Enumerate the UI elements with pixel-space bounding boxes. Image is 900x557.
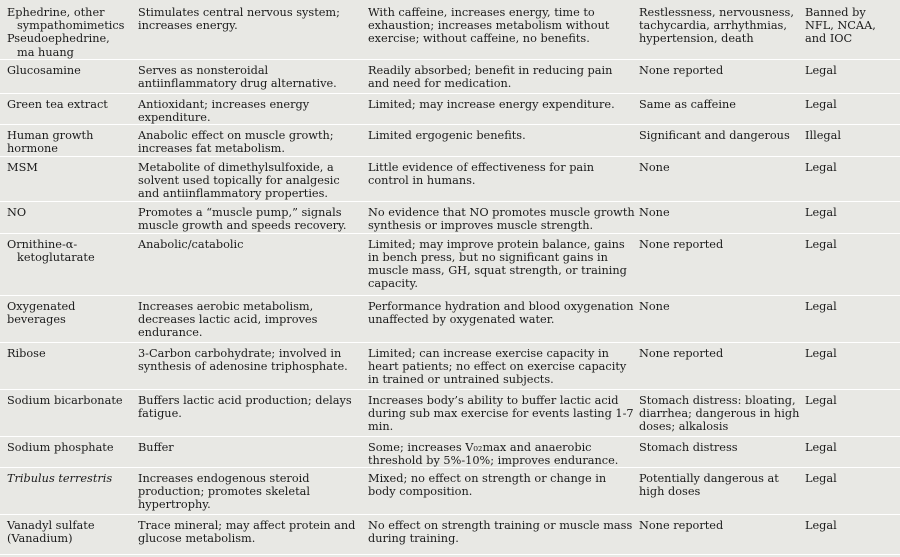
supplement-name-cell: NO [0, 201, 138, 233]
side-effects-cell: Stomach distress: bloating, diarrhea; dangerous in high doses; alkalosis [639, 389, 805, 436]
supplement-name-line: ketoglutarate [17, 250, 95, 264]
action-cell: Antioxidant; increases energy expenditure. [138, 93, 368, 124]
evidence-cell: Increases body’s ability to buffer lactic acid during sub max exercise for events lasting 1-7 min. [368, 389, 639, 436]
action-cell: Serves as nonsteroidal antiinflammatory drug alternative. [138, 59, 368, 93]
side-effects-cell: None [639, 156, 805, 201]
action-cell: Anabolic/catabolic [138, 233, 368, 295]
evidence-cell: Limited; may improve protein balance, gains in bench press, but no significant gains in muscle mass, GH, squat strength, or training capacity. [368, 233, 639, 295]
evidence-cell: With caffeine, increases energy, time to exhaustion; increases metabolism without exercise; without caffeine, no benefits. [368, 0, 639, 59]
action-cell: Trace mineral; may affect protein and glucose metabolism. [138, 515, 368, 555]
evidence-cell: No evidence that NO promotes muscle growth synthesis or improves muscle strength. [368, 201, 639, 233]
supplement-name-cell: Oxygenated beverages [0, 295, 138, 342]
supplement-name-line: Pseudoephedrine, [7, 32, 110, 46]
supplement-name-cell: Vanadyl sulfate (Vanadium) [0, 515, 138, 555]
supplement-name-line: Ornithine-α- [7, 237, 78, 251]
action-cell: Buffers lactic acid production; delays fatigue. [138, 389, 368, 436]
evidence-cell: Mixed; no effect on strength or change in body composition. [368, 468, 639, 515]
status-cell: Legal [805, 201, 900, 233]
evidence-cell: No effect on strength training or muscle mass during training. [368, 515, 639, 555]
supplement-name-line: sympathomimetics [17, 19, 125, 33]
side-effects-cell: None reported [639, 515, 805, 555]
table-row [0, 295, 900, 342]
evidence-cell: Performance hydration and blood oxygenation unaffected by oxygenated water. [368, 295, 639, 342]
status-cell: Legal [805, 233, 900, 295]
supplement-name-line: ma huang [17, 45, 74, 59]
table-row [0, 389, 900, 436]
status-cell: Legal [805, 295, 900, 342]
supplement-name-cell: Sodium bicarbonate [0, 389, 138, 436]
status-cell: Legal [805, 59, 900, 93]
status-cell: Illegal [805, 125, 900, 156]
supplement-name-cell: Sodium phosphate [0, 436, 138, 467]
table-row [0, 233, 900, 295]
action-cell: Anabolic effect on muscle growth; increases fat metabolism. [138, 125, 368, 156]
action-cell: Promotes a “muscle pump,” signals muscle growth and speeds recovery. [138, 201, 368, 233]
table-row [0, 436, 900, 467]
side-effects-cell: Stomach distress [639, 436, 805, 467]
evidence-cell: Readily absorbed; benefit in reducing pain and need for medication. [368, 59, 639, 93]
supplement-name-cell: Glucosamine [0, 59, 138, 93]
status-cell: Legal [805, 389, 900, 436]
table-row [0, 342, 900, 389]
side-effects-cell: None reported [639, 342, 805, 389]
table-row [0, 93, 900, 124]
table-row [0, 201, 900, 233]
status-cell: Legal [805, 342, 900, 389]
action-cell: Increases endogenous steroid production; promotes skeletal hypertrophy. [138, 468, 368, 515]
table-row [0, 0, 900, 59]
evidence-cell: Little evidence of effectiveness for pain control in humans. [368, 156, 639, 201]
status-cell: Legal [805, 515, 900, 555]
side-effects-cell: Same as caffeine [639, 93, 805, 124]
side-effects-cell: None [639, 295, 805, 342]
side-effects-cell: Restlessness, nervousness, tachycardia, arrhythmias, hypertension, death [639, 0, 805, 59]
status-cell: Banned by NFL, NCAA, and IOC [805, 0, 900, 59]
side-effects-cell: None [639, 201, 805, 233]
supplement-name-line: Ephedrine, other [7, 6, 105, 19]
action-cell: Buffer [138, 436, 368, 467]
action-cell: Metabolite of dimethylsulfoxide, a solvent used topically for analgesic and antiinflammatory properties. [138, 156, 368, 201]
supplement-name-cell: Tribulus terrestris [0, 468, 138, 515]
table-row [0, 468, 900, 515]
evidence-cell: Some; increases V₀₂max and anaerobic threshold by 5%-10%; improves endurance. [368, 436, 639, 467]
table-row [0, 156, 900, 201]
supplement-name-cell: MSM [0, 156, 138, 201]
side-effects-cell: None reported [639, 59, 805, 93]
action-cell: Increases aerobic metabolism, decreases lactic acid, improves endurance. [138, 295, 368, 342]
side-effects-cell: None reported [639, 233, 805, 295]
supplement-name-cell [0, 0, 138, 59]
evidence-cell: Limited; may increase energy expenditure. [368, 93, 639, 124]
supplement-name-cell: Ribose [0, 342, 138, 389]
status-cell: Legal [805, 156, 900, 201]
side-effects-cell: Significant and dangerous [639, 125, 805, 156]
status-cell: Legal [805, 93, 900, 124]
table-row [0, 515, 900, 555]
supplement-name-cell: Green tea extract [0, 93, 138, 124]
evidence-cell: Limited; can increase exercise capacity in heart patients; no effect on exercise capacity in trained or untrained subjects. [368, 342, 639, 389]
status-cell: Legal [805, 436, 900, 467]
side-effects-cell: Potentially dangerous at high doses [639, 468, 805, 515]
action-cell: Stimulates central nervous system; increases energy. [138, 0, 368, 59]
table-row [0, 125, 900, 156]
evidence-cell: Limited ergogenic benefits. [368, 125, 639, 156]
action-cell: 3-Carbon carbohydrate; involved in synthesis of adenosine triphosphate. [138, 342, 368, 389]
table-row [0, 59, 900, 93]
supplement-name-cell [0, 233, 138, 295]
supplement-name-cell: Human growth hormone [0, 125, 138, 156]
status-cell: Legal [805, 468, 900, 515]
